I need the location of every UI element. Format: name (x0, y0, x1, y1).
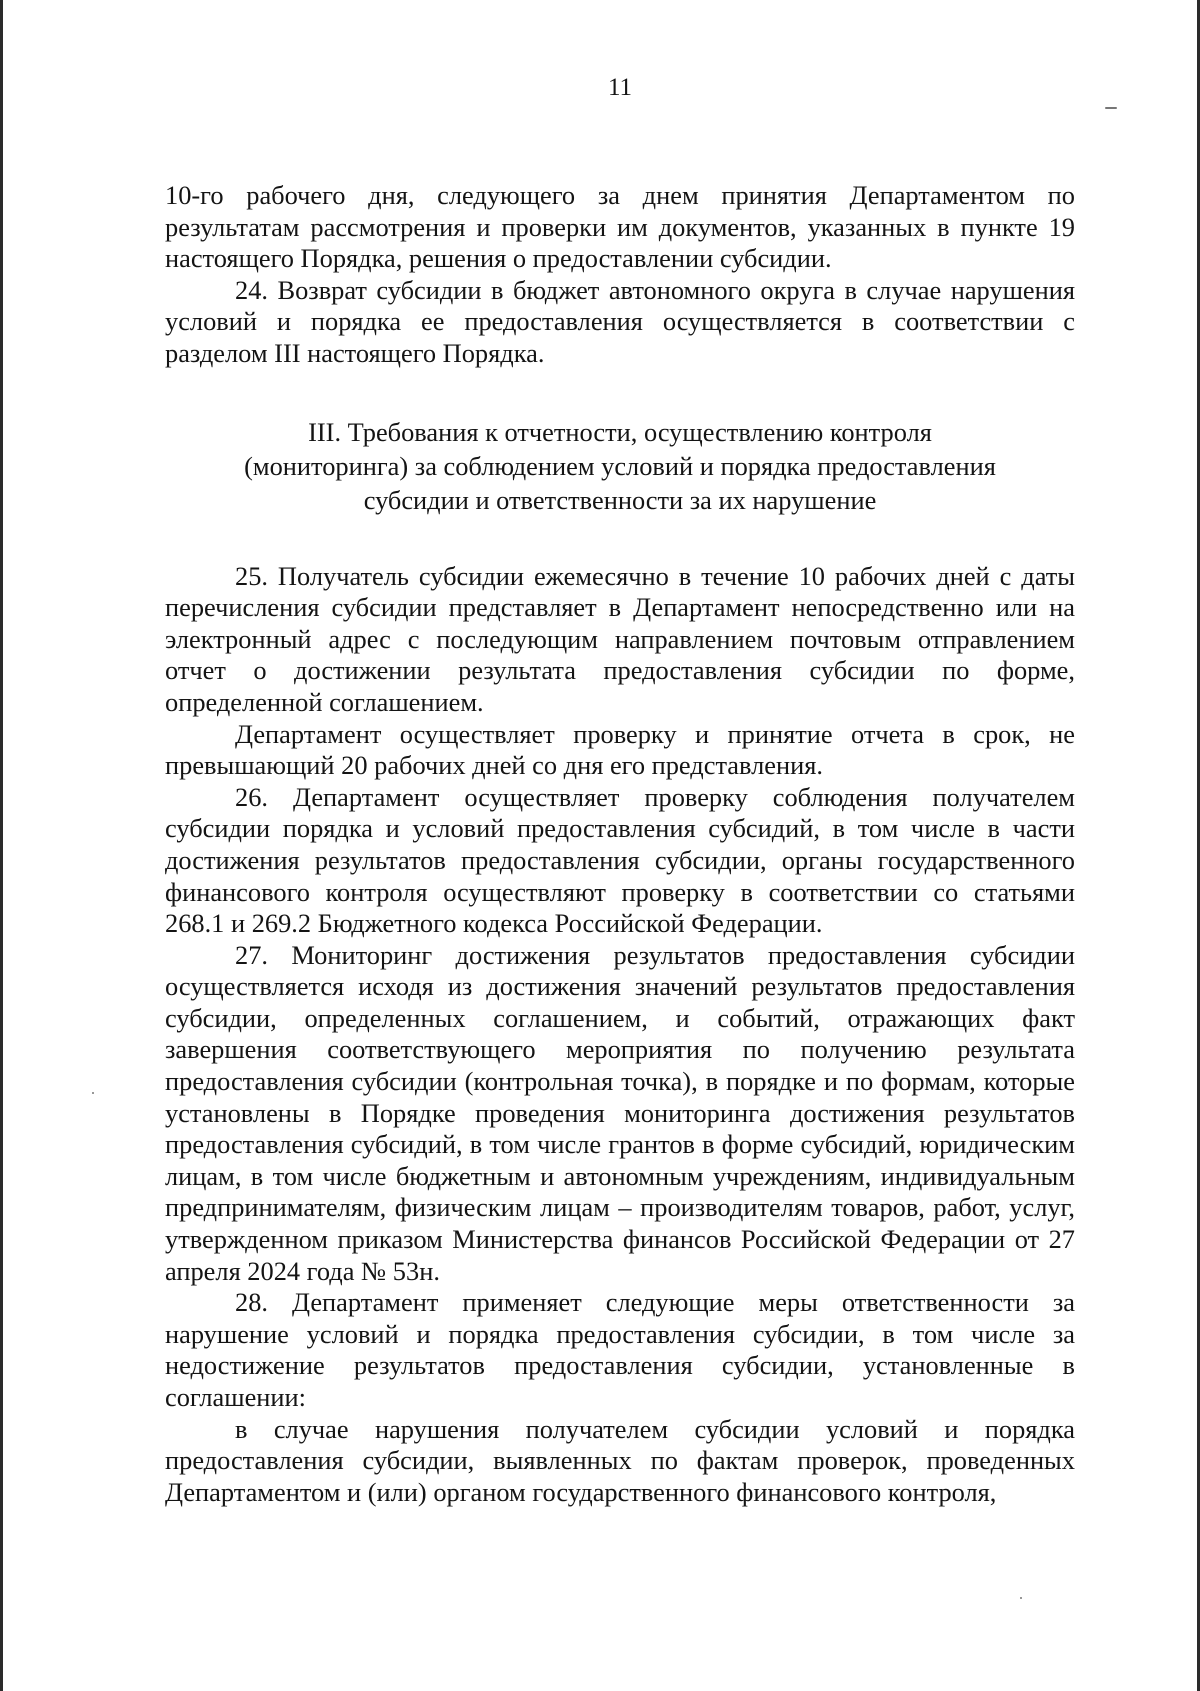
scan-speck (1105, 107, 1117, 109)
document-body (165, 180, 1075, 1508)
paragraph-28: 28. Департамент применяет следующие меры ответственности за нарушение условий и порядка предоставления субсидии, в том числе за недостижение результатов предоставления субсидии, установленные в соглашении: (165, 1287, 1075, 1412)
section-heading-line-1: III. Требования к отчетности, осуществлению контроля (308, 416, 932, 447)
section-heading-line-3: субсидии и ответственности за их нарушение (363, 484, 877, 515)
scan-speck (92, 1092, 94, 1094)
paragraph-continuation: 10-го рабочего дня, следующего за днем принятия Департаментом по результатам рассмотрения и проверки им документов, указанных в пункте 19 настоящего Порядка, решения о предоставлении субсидии. (165, 180, 1075, 274)
paragraph-27: 27. Мониторинг достижения результатов предоставления субсидии осуществляется исходя из достижения значений результатов предоставления субсидии, определенных соглашением, и событий, отражающих факт завершения соответствующего мероприятия по получению результата предоставления субсидии (контрольная точка), в порядке и по формам, которые установлены в Порядке проведения мониторинга достижения результатов предоставления субсидий, в том числе грантов в форме субсидий, юридическим лицам, в том числе бюджетным и автономным учреждениям, индивидуальным предпринимателям, физическим лицам – производителям товаров, работ, услуг, утвержденном приказом Министерства финансов Российской Федерации от 27 апреля 2024 года № 53н. (165, 939, 1075, 1286)
paragraph-25: 25. Получатель субсидии ежемесячно в течение 10 рабочих дней с даты перечисления субсидии представляет в Департамент непосредственно или на электронный адрес с последующим направлением почтовым отправлением отчет о достижении результата предоставления субсидии по форме, определенной соглашением. (165, 560, 1075, 717)
paragraph-24: 24. Возврат субсидии в бюджет автономного округа в случае нарушения условий и порядка ее предоставления осуществляется в соответствии с разделом III настоящего Порядка. (165, 274, 1075, 368)
paragraph-25-review: Департамент осуществляет проверку и принятие отчета в срок, не превышающий 20 рабочих дней со дня его представления. (165, 718, 1075, 781)
scan-edge-left (0, 0, 3, 1691)
page-number: 11 (607, 74, 633, 101)
scan-speck (1020, 1597, 1022, 1599)
section-heading (165, 415, 1075, 517)
paragraph-28-violation: в случае нарушения получателем субсидии условий и порядка предоставления субсидии, выявленных по фактам проверок, проведенных Департаментом и (или) органом государственного финансового контроля, (165, 1413, 1075, 1507)
section-heading-line-2: (мониторинга) за соблюдением условий и порядка предоставления (244, 450, 996, 481)
paragraph-26: 26. Департамент осуществляет проверку соблюдения получателем субсидии порядка и условий предоставления субсидий, в том числе в части достижения результатов предоставления субсидии, органы государственного финансового контроля осуществляют проверку в соответствии со статьями 268.1 и 269.2 Бюджетного кодекса Российской Федерации. (165, 781, 1075, 939)
